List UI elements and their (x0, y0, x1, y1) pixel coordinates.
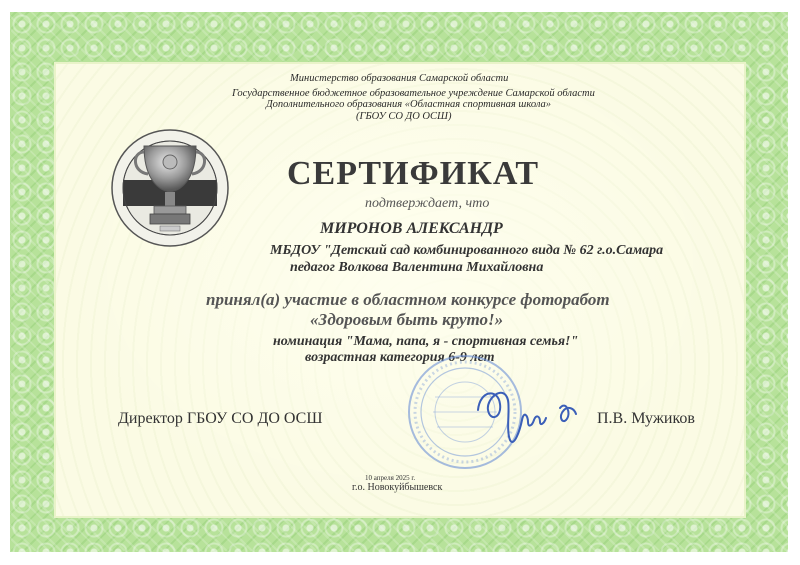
director-name: П.В. Мужиков (597, 410, 695, 427)
institution-abbreviation: (ГБОУ СО ДО ОСШ) (356, 111, 452, 122)
issue-date: 10 апреля 2025 г. (365, 474, 416, 482)
issue-city: г.о. Новокуйбышевск (352, 482, 443, 493)
organization-name: МБДОУ "Детский сад комбинированного вида № 62 г.о.Самара (270, 243, 664, 258)
handwritten-signature-icon (470, 370, 590, 460)
age-category-text: возрастная категория 6-9 лет (305, 350, 495, 365)
nomination-text: номинация "Мама, папа, я - спортивная семья!" (273, 334, 579, 349)
contest-name: «Здоровым быть круто!» (310, 310, 504, 329)
certificate-title: СЕРТИФИКАТ (287, 155, 540, 192)
participation-text: принял(а) участие в областном конкурсе фоторабот (206, 290, 610, 309)
recipient-name: МИРОНОВ АЛЕКСАНДР (320, 220, 503, 237)
certificate-subtitle: подтверждает, что (365, 196, 490, 211)
teacher-name: педагог Волкова Валентина Михайловна (290, 260, 544, 275)
institution-line-1: Государственное бюджетное образовательное учреждение Самарской области (232, 88, 595, 99)
trophy-cup-emblem-icon (110, 128, 230, 248)
institution-line-2: Дополнительного образования «Областная спортивная школа» (266, 99, 552, 110)
ministry-name: Министерство образования Самарской области (290, 73, 509, 84)
director-title: Директор ГБОУ СО ДО ОСШ (118, 410, 323, 427)
